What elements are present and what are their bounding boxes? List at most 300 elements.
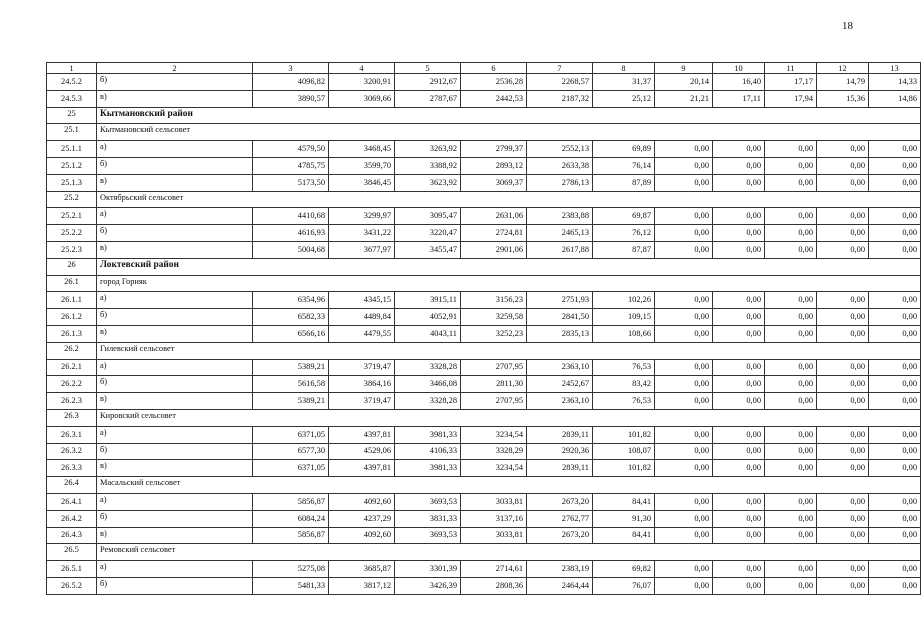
table-row bbox=[47, 493, 921, 510]
value-cell: 4052,91 bbox=[395, 309, 461, 326]
value-cell: 2707,95 bbox=[461, 359, 527, 376]
value-cell: 3455,47 bbox=[395, 241, 461, 258]
row-code: 26.3.2 bbox=[47, 443, 97, 460]
column-number-cell: 2 bbox=[97, 63, 253, 74]
value-cell: 3719,47 bbox=[329, 393, 395, 410]
row-code: 26.4 bbox=[47, 477, 97, 494]
row-code: 25.1 bbox=[47, 124, 97, 141]
value-cell: 3685,87 bbox=[329, 561, 395, 578]
value-cell: 5275,08 bbox=[253, 561, 329, 578]
value-cell: 76,07 bbox=[593, 577, 655, 594]
value-cell: 0,00 bbox=[655, 292, 713, 309]
value-cell: 0,00 bbox=[713, 493, 765, 510]
row-subitem: б) bbox=[97, 577, 253, 594]
row-subitem: б) bbox=[97, 376, 253, 393]
value-cell: 16,40 bbox=[713, 74, 765, 91]
row-subitem: в) bbox=[97, 241, 253, 258]
value-cell: 0,00 bbox=[655, 426, 713, 443]
row-code: 26.3.3 bbox=[47, 460, 97, 477]
column-number-cell: 6 bbox=[461, 63, 527, 74]
column-number-cell: 1 bbox=[47, 63, 97, 74]
row-code: 26.4.1 bbox=[47, 493, 97, 510]
value-cell: 2893,12 bbox=[461, 157, 527, 174]
value-cell: 0,00 bbox=[817, 241, 869, 258]
value-cell: 2714,61 bbox=[461, 561, 527, 578]
value-cell: 0,00 bbox=[817, 359, 869, 376]
value-cell: 3623,92 bbox=[395, 174, 461, 191]
value-cell: 87,89 bbox=[593, 174, 655, 191]
value-cell: 0,00 bbox=[817, 141, 869, 158]
value-cell: 31,37 bbox=[593, 74, 655, 91]
district-name: Кытмановский район bbox=[97, 107, 921, 124]
value-cell: 84,41 bbox=[593, 493, 655, 510]
row-subitem: в) bbox=[97, 174, 253, 191]
value-cell: 0,00 bbox=[869, 393, 921, 410]
value-cell: 0,00 bbox=[869, 376, 921, 393]
value-cell: 2762,77 bbox=[527, 510, 593, 527]
value-cell: 0,00 bbox=[869, 460, 921, 477]
settlement-row bbox=[47, 342, 921, 359]
value-cell: 3388,92 bbox=[395, 157, 461, 174]
row-subitem: а) bbox=[97, 359, 253, 376]
value-cell: 87,87 bbox=[593, 241, 655, 258]
value-cell: 2787,67 bbox=[395, 90, 461, 107]
value-cell: 2673,20 bbox=[527, 527, 593, 544]
row-code: 25.1.1 bbox=[47, 141, 97, 158]
value-cell: 0,00 bbox=[869, 292, 921, 309]
value-cell: 0,00 bbox=[765, 443, 817, 460]
value-cell: 3817,12 bbox=[329, 577, 395, 594]
row-subitem: в) bbox=[97, 393, 253, 410]
value-cell: 3328,28 bbox=[395, 359, 461, 376]
value-cell: 0,00 bbox=[817, 393, 869, 410]
value-cell: 0,00 bbox=[765, 309, 817, 326]
value-cell: 0,00 bbox=[655, 376, 713, 393]
value-cell: 0,00 bbox=[655, 359, 713, 376]
value-cell: 0,00 bbox=[869, 309, 921, 326]
row-code: 26 bbox=[47, 258, 97, 275]
value-cell: 3831,33 bbox=[395, 510, 461, 527]
value-cell: 0,00 bbox=[765, 208, 817, 225]
row-code: 25.2.3 bbox=[47, 241, 97, 258]
value-cell: 76,53 bbox=[593, 393, 655, 410]
value-cell: 0,00 bbox=[713, 309, 765, 326]
value-cell: 102,26 bbox=[593, 292, 655, 309]
value-cell: 4529,06 bbox=[329, 443, 395, 460]
value-cell: 5389,21 bbox=[253, 359, 329, 376]
column-number-cell: 10 bbox=[713, 63, 765, 74]
value-cell: 6084,24 bbox=[253, 510, 329, 527]
value-cell: 0,00 bbox=[869, 359, 921, 376]
value-cell: 0,00 bbox=[655, 174, 713, 191]
value-cell: 69,82 bbox=[593, 561, 655, 578]
value-cell: 0,00 bbox=[817, 208, 869, 225]
value-cell: 0,00 bbox=[655, 460, 713, 477]
row-code: 26.2.1 bbox=[47, 359, 97, 376]
value-cell: 0,00 bbox=[713, 174, 765, 191]
value-cell: 83,42 bbox=[593, 376, 655, 393]
value-cell: 0,00 bbox=[817, 225, 869, 242]
row-code: 26.3 bbox=[47, 409, 97, 426]
value-cell: 3328,28 bbox=[395, 393, 461, 410]
value-cell: 2465,13 bbox=[527, 225, 593, 242]
value-cell: 2751,93 bbox=[527, 292, 593, 309]
value-cell: 0,00 bbox=[655, 157, 713, 174]
row-code: 26.1.3 bbox=[47, 325, 97, 342]
row-code: 26.3.1 bbox=[47, 426, 97, 443]
value-cell: 2808,36 bbox=[461, 577, 527, 594]
value-cell: 0,00 bbox=[817, 460, 869, 477]
value-cell: 0,00 bbox=[869, 325, 921, 342]
value-cell: 0,00 bbox=[765, 426, 817, 443]
row-subitem: а) bbox=[97, 208, 253, 225]
row-code: 26.1.2 bbox=[47, 309, 97, 326]
value-cell: 84,41 bbox=[593, 527, 655, 544]
value-cell: 0,00 bbox=[655, 561, 713, 578]
value-cell: 0,00 bbox=[713, 141, 765, 158]
value-cell: 3299,97 bbox=[329, 208, 395, 225]
table-row bbox=[47, 241, 921, 258]
row-subitem: а) bbox=[97, 493, 253, 510]
table-row bbox=[47, 359, 921, 376]
settlement-name: город Горняк bbox=[97, 275, 921, 292]
value-cell: 76,14 bbox=[593, 157, 655, 174]
row-subitem: б) bbox=[97, 74, 253, 91]
value-cell: 0,00 bbox=[817, 157, 869, 174]
value-cell: 4785,75 bbox=[253, 157, 329, 174]
value-cell: 3693,53 bbox=[395, 493, 461, 510]
value-cell: 0,00 bbox=[817, 527, 869, 544]
row-code: 26.4.2 bbox=[47, 510, 97, 527]
value-cell: 0,00 bbox=[765, 174, 817, 191]
value-cell: 2633,38 bbox=[527, 157, 593, 174]
value-cell: 0,00 bbox=[655, 527, 713, 544]
value-cell: 0,00 bbox=[655, 443, 713, 460]
table-row bbox=[47, 292, 921, 309]
value-cell: 2835,13 bbox=[527, 325, 593, 342]
value-cell: 2383,88 bbox=[527, 208, 593, 225]
value-cell: 0,00 bbox=[869, 241, 921, 258]
value-cell: 0,00 bbox=[713, 292, 765, 309]
table-row bbox=[47, 510, 921, 527]
row-code: 26.1 bbox=[47, 275, 97, 292]
value-cell: 2786,13 bbox=[527, 174, 593, 191]
value-cell: 0,00 bbox=[765, 527, 817, 544]
value-cell: 14,79 bbox=[817, 74, 869, 91]
value-cell: 101,82 bbox=[593, 460, 655, 477]
value-cell: 3259,58 bbox=[461, 309, 527, 326]
value-cell: 5856,87 bbox=[253, 527, 329, 544]
column-number-row bbox=[47, 63, 921, 74]
table-row bbox=[47, 90, 921, 107]
value-cell: 0,00 bbox=[765, 141, 817, 158]
value-cell: 17,17 bbox=[765, 74, 817, 91]
value-cell: 0,00 bbox=[817, 493, 869, 510]
value-cell: 17,94 bbox=[765, 90, 817, 107]
value-cell: 0,00 bbox=[869, 561, 921, 578]
value-cell: 4345,15 bbox=[329, 292, 395, 309]
row-code: 25.2.1 bbox=[47, 208, 97, 225]
value-cell: 0,00 bbox=[765, 241, 817, 258]
page-number: 18 bbox=[842, 20, 853, 32]
value-cell: 69,87 bbox=[593, 208, 655, 225]
settlement-name: Октябрьский сельсовет bbox=[97, 191, 921, 208]
value-cell: 0,00 bbox=[713, 393, 765, 410]
value-cell: 2839,11 bbox=[527, 426, 593, 443]
value-cell: 3220,47 bbox=[395, 225, 461, 242]
row-subitem: б) bbox=[97, 225, 253, 242]
value-cell: 0,00 bbox=[713, 376, 765, 393]
value-cell: 5389,21 bbox=[253, 393, 329, 410]
settlement-row bbox=[47, 124, 921, 141]
value-cell: 0,00 bbox=[655, 208, 713, 225]
value-cell: 3431,22 bbox=[329, 225, 395, 242]
settlement-row bbox=[47, 409, 921, 426]
value-cell: 0,00 bbox=[765, 225, 817, 242]
value-cell: 0,00 bbox=[713, 208, 765, 225]
value-cell: 0,00 bbox=[765, 325, 817, 342]
value-cell: 3234,54 bbox=[461, 460, 527, 477]
value-cell: 0,00 bbox=[713, 426, 765, 443]
value-cell: 4092,60 bbox=[329, 493, 395, 510]
value-cell: 4489,84 bbox=[329, 309, 395, 326]
value-cell: 0,00 bbox=[869, 493, 921, 510]
value-cell: 4410,68 bbox=[253, 208, 329, 225]
row-subitem: б) bbox=[97, 443, 253, 460]
value-cell: 3981,33 bbox=[395, 460, 461, 477]
value-cell: 0,00 bbox=[655, 225, 713, 242]
value-cell: 3069,66 bbox=[329, 90, 395, 107]
value-cell: 0,00 bbox=[817, 174, 869, 191]
value-cell: 3095,47 bbox=[395, 208, 461, 225]
value-cell: 2363,10 bbox=[527, 359, 593, 376]
table-row bbox=[47, 376, 921, 393]
value-cell: 4616,93 bbox=[253, 225, 329, 242]
value-cell: 0,00 bbox=[817, 510, 869, 527]
value-cell: 25,12 bbox=[593, 90, 655, 107]
value-cell: 0,00 bbox=[765, 561, 817, 578]
value-cell: 0,00 bbox=[713, 325, 765, 342]
table-row bbox=[47, 426, 921, 443]
value-cell: 4043,11 bbox=[395, 325, 461, 342]
table-row bbox=[47, 577, 921, 594]
value-cell: 0,00 bbox=[869, 174, 921, 191]
value-cell: 0,00 bbox=[869, 208, 921, 225]
value-cell: 4106,33 bbox=[395, 443, 461, 460]
row-subitem: а) bbox=[97, 561, 253, 578]
value-cell: 0,00 bbox=[817, 443, 869, 460]
value-cell: 0,00 bbox=[655, 241, 713, 258]
value-cell: 0,00 bbox=[817, 561, 869, 578]
row-subitem: б) bbox=[97, 157, 253, 174]
value-cell: 3846,45 bbox=[329, 174, 395, 191]
value-cell: 6566,16 bbox=[253, 325, 329, 342]
value-cell: 108,66 bbox=[593, 325, 655, 342]
column-number-cell: 12 bbox=[817, 63, 869, 74]
value-cell: 0,00 bbox=[765, 359, 817, 376]
value-cell: 0,00 bbox=[713, 157, 765, 174]
value-cell: 2187,32 bbox=[527, 90, 593, 107]
value-cell: 17,11 bbox=[713, 90, 765, 107]
value-cell: 3033,81 bbox=[461, 527, 527, 544]
value-cell: 0,00 bbox=[765, 493, 817, 510]
value-cell: 0,00 bbox=[655, 510, 713, 527]
row-code: 26.5.2 bbox=[47, 577, 97, 594]
row-subitem: в) bbox=[97, 325, 253, 342]
value-cell: 4092,60 bbox=[329, 527, 395, 544]
value-cell: 3468,45 bbox=[329, 141, 395, 158]
value-cell: 4397,81 bbox=[329, 426, 395, 443]
row-code: 25 bbox=[47, 107, 97, 124]
table-row bbox=[47, 443, 921, 460]
row-code: 26.5.1 bbox=[47, 561, 97, 578]
value-cell: 0,00 bbox=[765, 157, 817, 174]
settlement-name: Масальский сельсовет bbox=[97, 477, 921, 494]
row-subitem: б) bbox=[97, 309, 253, 326]
value-cell: 0,00 bbox=[869, 577, 921, 594]
value-cell: 5856,87 bbox=[253, 493, 329, 510]
row-subitem: в) bbox=[97, 90, 253, 107]
value-cell: 0,00 bbox=[869, 157, 921, 174]
settlement-row bbox=[47, 275, 921, 292]
value-cell: 2363,10 bbox=[527, 393, 593, 410]
value-cell: 3693,53 bbox=[395, 527, 461, 544]
row-code: 26.2.2 bbox=[47, 376, 97, 393]
district-row bbox=[47, 107, 921, 124]
value-cell: 0,00 bbox=[817, 376, 869, 393]
settlement-row bbox=[47, 191, 921, 208]
table-row bbox=[47, 141, 921, 158]
value-cell: 0,00 bbox=[655, 309, 713, 326]
value-cell: 5004,68 bbox=[253, 241, 329, 258]
value-cell: 3466,08 bbox=[395, 376, 461, 393]
value-cell: 3033,81 bbox=[461, 493, 527, 510]
value-cell: 15,36 bbox=[817, 90, 869, 107]
table-row bbox=[47, 225, 921, 242]
value-cell: 2536,28 bbox=[461, 74, 527, 91]
value-cell: 3069,37 bbox=[461, 174, 527, 191]
value-cell: 2452,67 bbox=[527, 376, 593, 393]
value-cell: 3864,16 bbox=[329, 376, 395, 393]
value-cell: 2707,95 bbox=[461, 393, 527, 410]
value-cell: 0,00 bbox=[817, 577, 869, 594]
value-cell: 14,86 bbox=[869, 90, 921, 107]
value-cell: 2617,88 bbox=[527, 241, 593, 258]
value-cell: 0,00 bbox=[713, 359, 765, 376]
value-cell: 2839,11 bbox=[527, 460, 593, 477]
value-cell: 5616,58 bbox=[253, 376, 329, 393]
row-code: 26.4.3 bbox=[47, 527, 97, 544]
row-subitem: а) bbox=[97, 141, 253, 158]
value-cell: 0,00 bbox=[765, 577, 817, 594]
table-row bbox=[47, 561, 921, 578]
value-cell: 0,00 bbox=[765, 292, 817, 309]
settlement-name: Кытмановский сельсовет bbox=[97, 124, 921, 141]
value-cell: 0,00 bbox=[655, 493, 713, 510]
settlement-row bbox=[47, 477, 921, 494]
value-cell: 2673,20 bbox=[527, 493, 593, 510]
value-cell: 4579,50 bbox=[253, 141, 329, 158]
value-cell: 0,00 bbox=[713, 443, 765, 460]
row-code: 26.5 bbox=[47, 544, 97, 561]
column-number-cell: 9 bbox=[655, 63, 713, 74]
value-cell: 0,00 bbox=[713, 561, 765, 578]
value-cell: 0,00 bbox=[713, 577, 765, 594]
value-cell: 2799,37 bbox=[461, 141, 527, 158]
value-cell: 0,00 bbox=[765, 393, 817, 410]
tariff-table bbox=[46, 62, 921, 595]
row-subitem: б) bbox=[97, 510, 253, 527]
value-cell: 4096,82 bbox=[253, 74, 329, 91]
value-cell: 3981,33 bbox=[395, 426, 461, 443]
row-code: 25.2 bbox=[47, 191, 97, 208]
value-cell: 2811,30 bbox=[461, 376, 527, 393]
value-cell: 0,00 bbox=[869, 426, 921, 443]
value-cell: 3200,91 bbox=[329, 74, 395, 91]
value-cell: 101,82 bbox=[593, 426, 655, 443]
settlement-name: Гилевский сельсовет bbox=[97, 342, 921, 359]
value-cell: 0,00 bbox=[869, 141, 921, 158]
value-cell: 2912,67 bbox=[395, 74, 461, 91]
value-cell: 3890,57 bbox=[253, 90, 329, 107]
value-cell: 4237,29 bbox=[329, 510, 395, 527]
value-cell: 3426,39 bbox=[395, 577, 461, 594]
table-row bbox=[47, 393, 921, 410]
value-cell: 0,00 bbox=[713, 460, 765, 477]
value-cell: 2464,44 bbox=[527, 577, 593, 594]
value-cell: 3234,54 bbox=[461, 426, 527, 443]
value-cell: 0,00 bbox=[713, 510, 765, 527]
value-cell: 0,00 bbox=[713, 527, 765, 544]
value-cell: 91,30 bbox=[593, 510, 655, 527]
district-row bbox=[47, 258, 921, 275]
row-code: 26.2.3 bbox=[47, 393, 97, 410]
value-cell: 2383,19 bbox=[527, 561, 593, 578]
value-cell: 3252,23 bbox=[461, 325, 527, 342]
value-cell: 21,21 bbox=[655, 90, 713, 107]
value-cell: 0,00 bbox=[655, 577, 713, 594]
value-cell: 108,07 bbox=[593, 443, 655, 460]
table-row bbox=[47, 174, 921, 191]
column-number-cell: 11 bbox=[765, 63, 817, 74]
value-cell: 0,00 bbox=[765, 460, 817, 477]
value-cell: 3263,92 bbox=[395, 141, 461, 158]
table-row bbox=[47, 74, 921, 91]
value-cell: 3719,47 bbox=[329, 359, 395, 376]
value-cell: 76,12 bbox=[593, 225, 655, 242]
value-cell: 0,00 bbox=[817, 325, 869, 342]
column-number-cell: 4 bbox=[329, 63, 395, 74]
table-row bbox=[47, 325, 921, 342]
row-code: 25.2.2 bbox=[47, 225, 97, 242]
value-cell: 2901,06 bbox=[461, 241, 527, 258]
value-cell: 0,00 bbox=[817, 309, 869, 326]
value-cell: 2268,57 bbox=[527, 74, 593, 91]
value-cell: 4397,81 bbox=[329, 460, 395, 477]
settlement-name: Кировский сельсовет bbox=[97, 409, 921, 426]
value-cell: 0,00 bbox=[765, 510, 817, 527]
value-cell: 2920,36 bbox=[527, 443, 593, 460]
column-number-cell: 3 bbox=[253, 63, 329, 74]
value-cell: 6354,96 bbox=[253, 292, 329, 309]
value-cell: 0,00 bbox=[655, 393, 713, 410]
row-subitem: а) bbox=[97, 292, 253, 309]
value-cell: 3137,16 bbox=[461, 510, 527, 527]
value-cell: 109,15 bbox=[593, 309, 655, 326]
row-code: 25.1.2 bbox=[47, 157, 97, 174]
value-cell: 76,53 bbox=[593, 359, 655, 376]
row-code: 26.2 bbox=[47, 342, 97, 359]
